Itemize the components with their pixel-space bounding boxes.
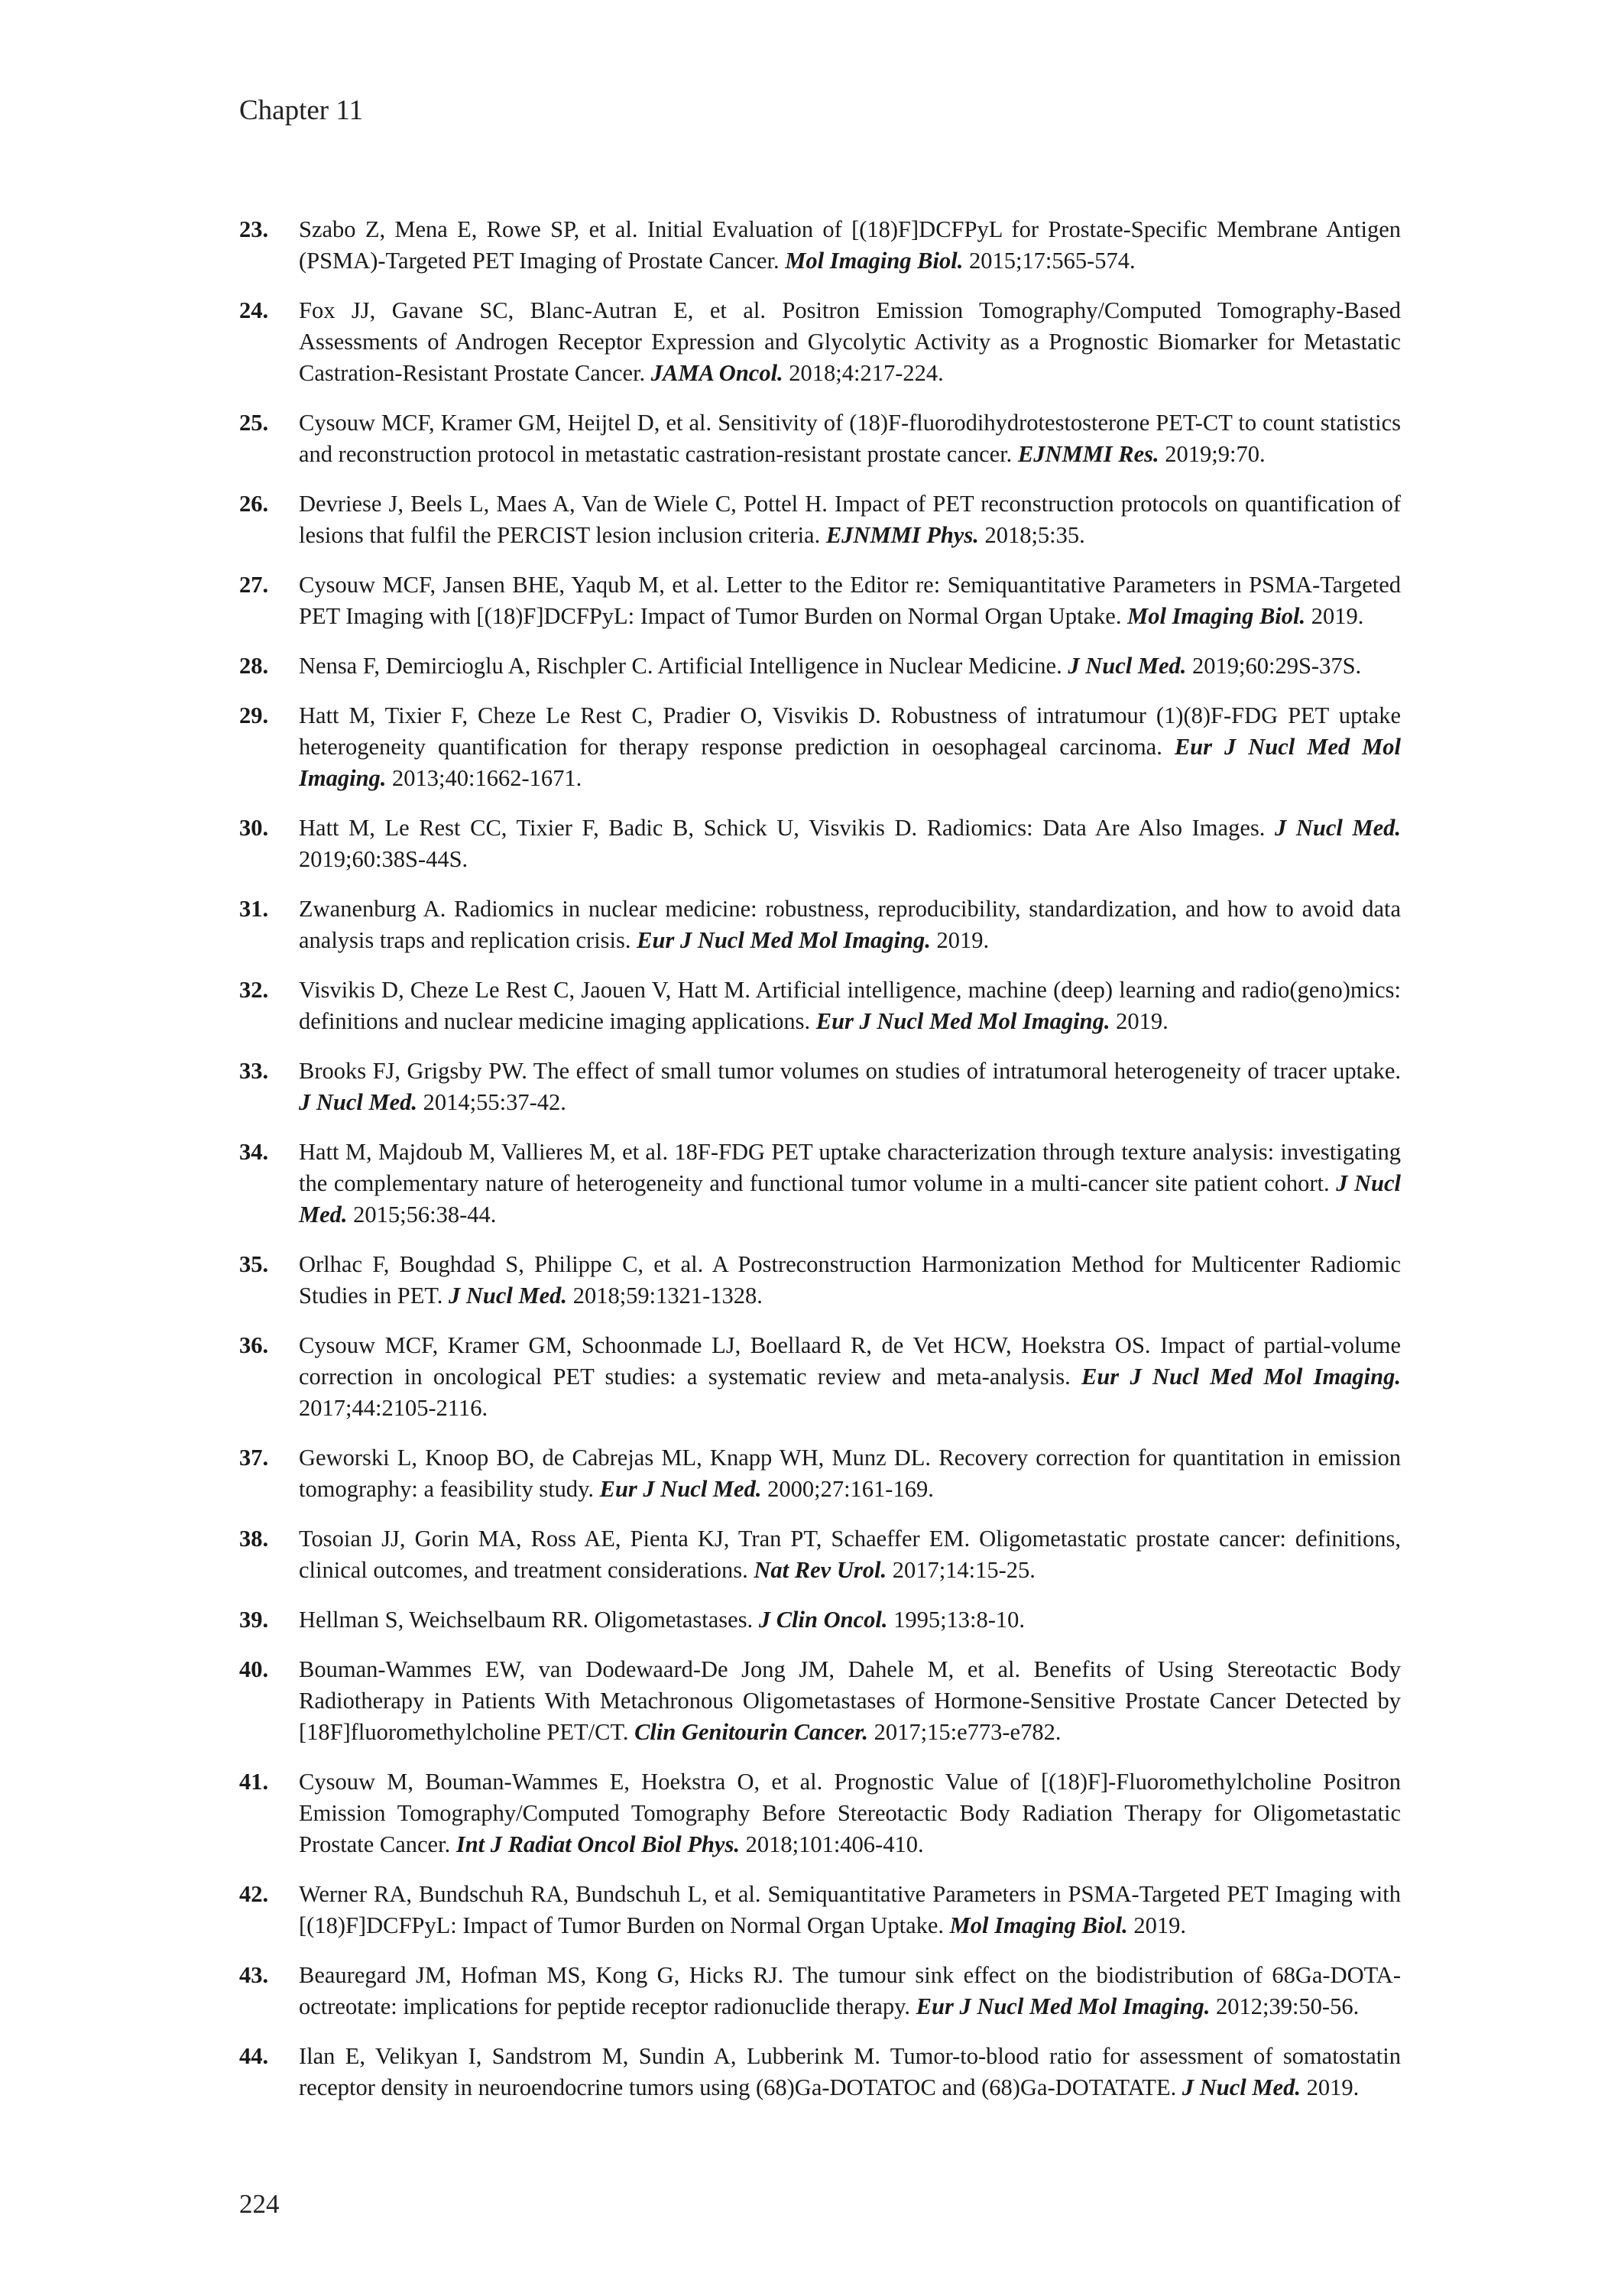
reference-citation: Cysouw MCF, Kramer GM, Heijtel D, et al. Sensitivity of (18)F-fluorodihydrotestosterone PET-CT to count statistics and reconstruction protocol in metastatic castration-resistant prostate cancer. (299, 410, 1401, 467)
reference-journal: Mol Imaging Biol. (1127, 603, 1306, 629)
reference-text (299, 1766, 1401, 1860)
reference-details: 2019;60:29S-37S. (1186, 653, 1362, 679)
reference-number: 34. (239, 1139, 269, 1165)
reference-item (239, 700, 1401, 794)
reference-item (239, 650, 1401, 682)
reference-number: 31. (239, 896, 269, 922)
reference-text (299, 1330, 1401, 1424)
reference-details: 2000;27:161-169. (761, 1476, 934, 1502)
reference-citation: Hatt M, Majdoub M, Vallieres M, et al. 18F-FDG PET uptake characterization through texture analysis: investigating the complementary nature of heterogeneity and functional tumor volume in a multi-cancer site patient cohort. (299, 1139, 1401, 1196)
reference-journal: J Nucl Med. (299, 1170, 1401, 1228)
reference-text (299, 812, 1401, 875)
reference-citation: Tosoian JJ, Gorin MA, Ross AE, Pienta KJ, Tran PT, Schaeffer EM. Oligometastatic prostate cancer: definitions, clinical outcomes, and treatment considerations. (299, 1526, 1401, 1583)
reference-text (299, 1960, 1401, 2022)
reference-citation: Zwanenburg A. Radiomics in nuclear medicine: robustness, reproducibility, standardization, and how to avoid data analysis traps and replication crisis. (299, 896, 1401, 953)
reference-journal: Int J Radiat Oncol Biol Phys. (455, 1831, 740, 1857)
reference-details: 2018;5:35. (978, 522, 1085, 548)
reference-text (299, 1249, 1401, 1312)
reference-details: 2017;44:2105-2116. (299, 1395, 488, 1421)
reference-text (299, 569, 1401, 632)
reference-number: 23. (239, 216, 269, 242)
reference-citation: Hatt M, Tixier F, Cheze Le Rest C, Pradier O, Visvikis D. Robustness of intratumour (1)(8)F-FDG PET uptake heterogeneity quantification for therapy response prediction in oesophageal carcinoma. (299, 702, 1401, 760)
reference-details: 2015;56:38-44. (347, 1202, 497, 1228)
reference-citation: Szabo Z, Mena E, Rowe SP, et al. Initial Evaluation of [(18)F]DCFPyL for Prostate-Specific Membrane Antigen (PSMA)-Targeted PET Imaging of Prostate Cancer. (299, 216, 1401, 274)
reference-item (239, 1523, 1401, 1586)
reference-text (299, 700, 1401, 794)
reference-item (239, 295, 1401, 389)
reference-journal: Eur J Nucl Med Mol Imaging. (916, 1993, 1211, 2019)
reference-journal: Eur J Nucl Med Mol Imaging. (637, 927, 931, 953)
reference-journal: Eur J Nucl Med Mol Imaging. (815, 1008, 1110, 1034)
reference-journal: J Nucl Med. (449, 1283, 568, 1309)
reference-number: 30. (239, 815, 269, 841)
reference-citation: Nensa F, Demircioglu A, Rischpler C. Artificial Intelligence in Nuclear Medicine. (299, 653, 1068, 679)
reference-journal: Mol Imaging Biol. (785, 248, 964, 274)
reference-citation: Hatt M, Le Rest CC, Tixier F, Badic B, Schick U, Visvikis D. Radiomics: Data Are Also Images. (299, 815, 1275, 841)
reference-text (299, 295, 1401, 389)
reference-number: 33. (239, 1058, 269, 1084)
reference-number: 26. (239, 491, 269, 517)
reference-citation: Geworski L, Knoop BO, de Cabrejas ML, Knapp WH, Munz DL. Recovery correction for quantitation in emission tomography: a feasibility study. (299, 1445, 1401, 1502)
reference-item (239, 812, 1401, 875)
reference-journal: J Nucl Med. (1274, 815, 1401, 841)
running-head: Chapter 11 (239, 95, 364, 126)
reference-number: 38. (239, 1526, 269, 1552)
reference-citation: Visvikis D, Cheze Le Rest C, Jaouen V, Hatt M. Artificial intelligence, machine (deep) learning and radio(geno)mics: definitions and nuclear medicine imaging applications. (299, 977, 1401, 1034)
reference-details: 2018;4:217-224. (783, 360, 944, 386)
reference-item (239, 1766, 1401, 1860)
reference-journal: J Nucl Med. (1182, 2074, 1301, 2100)
reference-text (299, 1442, 1401, 1505)
reference-number: 37. (239, 1445, 269, 1471)
reference-item (239, 1442, 1401, 1505)
reference-journal: J Clin Oncol. (758, 1607, 888, 1633)
reference-details: 2019. (1110, 1008, 1169, 1034)
reference-details: 2015;17:565-574. (963, 248, 1136, 274)
reference-item (239, 2041, 1401, 2103)
reference-text (299, 1056, 1401, 1118)
reference-item (239, 1249, 1401, 1312)
reference-item (239, 214, 1401, 277)
reference-details: 2014;55:37-42. (417, 1089, 566, 1115)
reference-details: 2019. (1127, 1912, 1186, 1938)
reference-details: 2019. (930, 927, 990, 953)
reference-item (239, 407, 1401, 470)
reference-item (239, 1879, 1401, 1941)
reference-item (239, 1330, 1401, 1424)
reference-details: 2017;15:e773-e782. (868, 1719, 1062, 1745)
reference-details: 1995;13:8-10. (887, 1607, 1026, 1633)
reference-details: 2019;9:70. (1159, 441, 1266, 467)
reference-details: 2012;39:50-56. (1210, 1993, 1360, 2019)
reference-journal: EJNMMI Res. (1017, 441, 1159, 467)
reference-citation: Beauregard JM, Hofman MS, Kong G, Hicks RJ. The tumour sink effect on the biodistribution of 68Ga-DOTA-octreotate: implications for peptide receptor radionuclide therapy. (299, 1962, 1401, 2019)
reference-number: 28. (239, 653, 269, 679)
reference-text (299, 1604, 1401, 1636)
reference-citation: Brooks FJ, Grigsby PW. The effect of small tumor volumes on studies of intratumoral heterogeneity of tracer uptake. (299, 1058, 1401, 1084)
reference-item (239, 488, 1401, 551)
reference-number: 27. (239, 572, 269, 598)
reference-journal: J Nucl Med. (299, 1089, 418, 1115)
reference-number: 44. (239, 2043, 269, 2069)
reference-number: 24. (239, 297, 269, 323)
reference-text (299, 1654, 1401, 1748)
reference-item (239, 569, 1401, 632)
reference-number: 41. (239, 1769, 269, 1795)
reference-text (299, 407, 1401, 470)
reference-citation: Fox JJ, Gavane SC, Blanc-Autran E, et al. Positron Emission Tomography/Computed Tomography-Based Assessments of Androgen Receptor Expression and Glycolytic Activity as a Prognostic Biomarker for Metastatic Castration-Resistant Prostate Cancer. (299, 297, 1401, 386)
reference-item (239, 1137, 1401, 1231)
reference-details: 2019. (1305, 603, 1364, 629)
reference-details: 2013;40:1662-1671. (386, 765, 582, 791)
reference-text (299, 894, 1401, 956)
reference-citation: Cysouw MCF, Jansen BHE, Yaqub M, et al. Letter to the Editor re: Semiquantitative Parameters in PSMA-Targeted PET Imaging with [(18)F]DCFPyL: Impact of Tumor Burden on Normal Organ Uptake. (299, 572, 1401, 629)
reference-details: 2018;101:406-410. (739, 1831, 924, 1857)
reference-journal: Nat Rev Urol. (754, 1557, 887, 1583)
reference-citation: Orlhac F, Boughdad S, Philippe C, et al. A Postreconstruction Harmonization Method for Multicenter Radiomic Studies in PET. (299, 1251, 1401, 1309)
reference-item (239, 1604, 1401, 1636)
reference-number: 39. (239, 1607, 269, 1633)
reference-citation: Cysouw MCF, Kramer GM, Schoonmade LJ, Boellaard R, de Vet HCW, Hoekstra OS. Impact of partial-volume correction in oncological PET studies: a systematic review and meta-analysis. (299, 1332, 1401, 1390)
reference-text (299, 1137, 1401, 1231)
reference-citation: Hellman S, Weichselbaum RR. Oligometastases. (299, 1607, 759, 1633)
reference-citation: Devriese J, Beels L, Maes A, Van de Wiele C, Pottel H. Impact of PET reconstruction protocols on quantification of lesions that fulfil the PERCIST lesion inclusion criteria. (299, 491, 1401, 548)
reference-journal: JAMA Oncol. (650, 360, 783, 386)
reference-journal: J Nucl Med. (1068, 653, 1187, 679)
reference-text (299, 1523, 1401, 1586)
reference-journal: Clin Genitourin Cancer. (634, 1719, 869, 1745)
reference-number: 35. (239, 1251, 269, 1277)
reference-text (299, 214, 1401, 277)
reference-text (299, 975, 1401, 1037)
reference-citation: Bouman-Wammes EW, van Dodewaard-De Jong JM, Dahele M, et al. Benefits of Using Stereotactic Body Radiotherapy in Patients With Metachronous Oligometastases of Hormone-Sensitive Prostate Cancer Detected by [18F]fluoromethylcholine PET/CT. (299, 1656, 1401, 1745)
reference-journal: Eur J Nucl Med. (599, 1476, 762, 1502)
reference-details: 2018;59:1321-1328. (567, 1283, 763, 1309)
reference-journal: Eur J Nucl Med Mol Imaging. (299, 734, 1401, 791)
reference-details: 2019. (1300, 2074, 1360, 2100)
reference-details: 2017;14:15-25. (887, 1557, 1036, 1583)
reference-number: 43. (239, 1962, 269, 1988)
reference-item (239, 1960, 1401, 2022)
reference-item (239, 1654, 1401, 1748)
reference-journal: Eur J Nucl Med Mol Imaging. (1081, 1364, 1401, 1390)
reference-number: 40. (239, 1656, 269, 1682)
reference-text (299, 1879, 1401, 1941)
reference-citation: Ilan E, Velikyan I, Sandstrom M, Sundin A, Lubberink M. Tumor-to-blood ratio for assessment of somatostatin receptor density in neuroendocrine tumors using (68)Ga-DOTATOC and (68)Ga-DOTATATE. (299, 2043, 1401, 2100)
reference-journal: EJNMMI Phys. (825, 522, 979, 548)
reference-item (239, 975, 1401, 1037)
reference-text (299, 2041, 1401, 2103)
reference-number: 32. (239, 977, 269, 1003)
reference-text (299, 488, 1401, 551)
reference-number: 36. (239, 1332, 269, 1358)
reference-list (239, 214, 1401, 2122)
reference-number: 29. (239, 702, 269, 728)
reference-citation: Werner RA, Bundschuh RA, Bundschuh L, et al. Semiquantitative Parameters in PSMA-Targeted PET Imaging with [(18)F]DCFPyL: Impact of Tumor Burden on Normal Organ Uptake. (299, 1881, 1401, 1938)
reference-journal: Mol Imaging Biol. (949, 1912, 1128, 1938)
page-number: 224 (239, 2189, 280, 2219)
reference-item (239, 894, 1401, 956)
reference-item (239, 1056, 1401, 1118)
reference-number: 42. (239, 1881, 269, 1907)
reference-details: 2019;60:38S-44S. (299, 846, 468, 872)
reference-citation: Cysouw M, Bouman-Wammes E, Hoekstra O, et al. Prognostic Value of [(18)F]-Fluoromethylcholine Positron Emission Tomography/Computed Tomography Before Stereotactic Body Radiation Therapy for Oligometastatic Prostate Cancer. (299, 1769, 1401, 1857)
reference-number: 25. (239, 410, 269, 436)
reference-text (299, 650, 1401, 682)
